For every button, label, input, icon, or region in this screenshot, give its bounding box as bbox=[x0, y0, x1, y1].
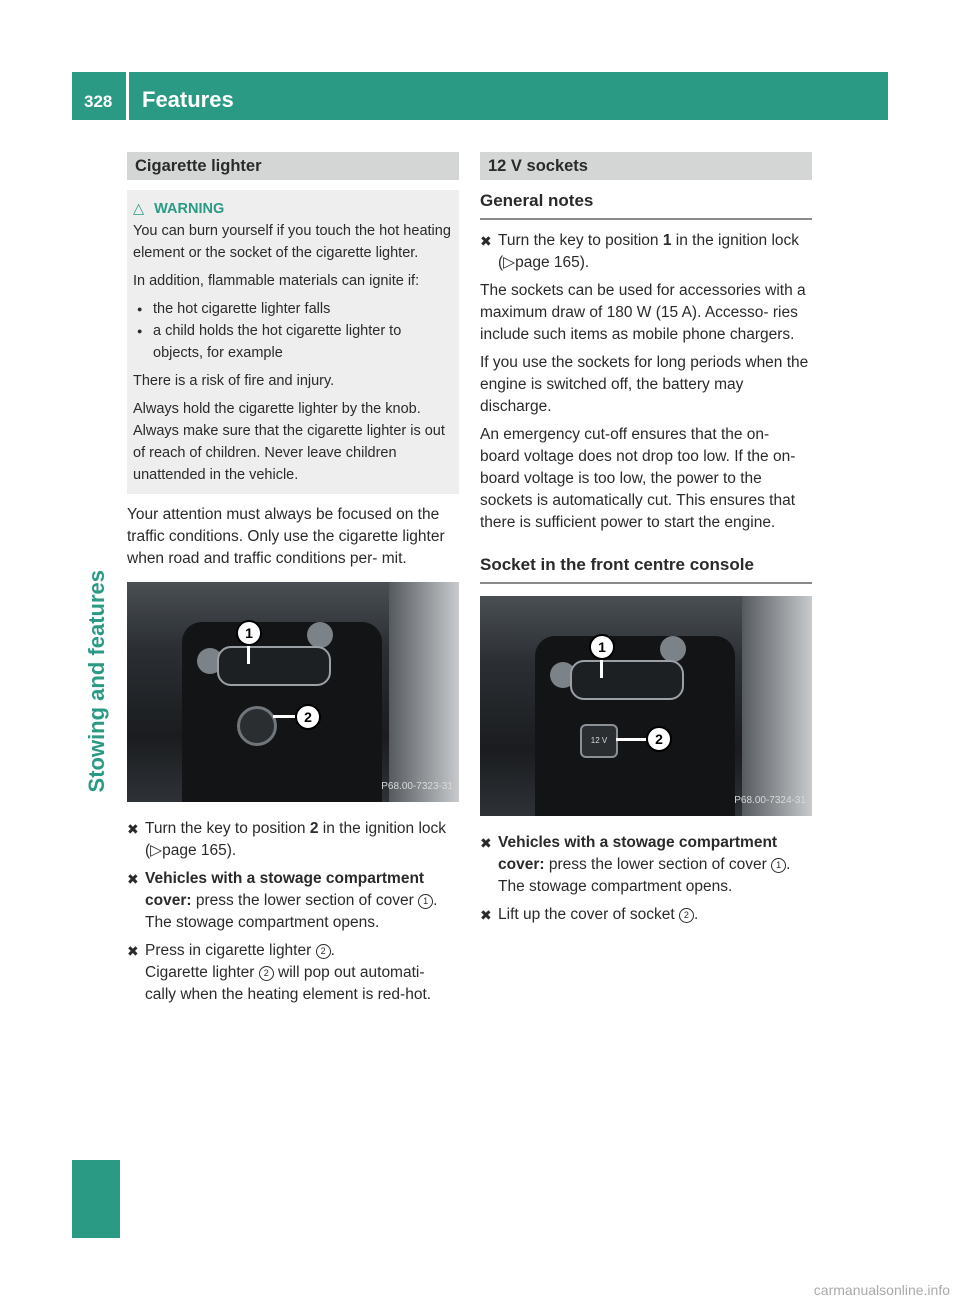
photo-knob bbox=[307, 622, 333, 648]
lighter-number: 2 bbox=[316, 944, 331, 959]
instruction-step: ✖ Vehicles with a stowage compartment cover: press the lower section of cover 1 . The stowage compartment opens. bbox=[480, 834, 791, 895]
console-photo-socket bbox=[480, 596, 812, 816]
warning-text: Always hold the cigarette lighter by the knob. Always make sure that the cigarette lighter is out of reach of children. Never leave children unattended in the vehicle. bbox=[133, 401, 445, 483]
instruction-step: ✖ Turn the key to position 1 in the ignition lock (▷page 165). bbox=[480, 232, 800, 271]
instruction-step: ✖ Lift up the cover of socket 2 . bbox=[480, 904, 812, 926]
page-ref-arrow-icon: ▷ bbox=[503, 254, 516, 271]
photo-code: P68.00-7324-31 bbox=[734, 795, 806, 806]
photo-stowage-cover bbox=[570, 660, 684, 700]
callout-line bbox=[247, 644, 250, 664]
section-title-12v-sockets: 12 V sockets bbox=[480, 152, 812, 180]
warning-triangle-icon: △ bbox=[133, 201, 145, 217]
warning-box bbox=[127, 190, 459, 494]
cover-number: 1 bbox=[771, 858, 786, 873]
page-number: 328 bbox=[84, 92, 113, 111]
sidebar-marker bbox=[72, 1160, 120, 1238]
lighter-number: 2 bbox=[259, 966, 274, 981]
photo-stowage-cover bbox=[217, 646, 331, 686]
warning-bullet: ● the hot cigarette lighter falls bbox=[133, 298, 453, 320]
photo-seat bbox=[389, 582, 459, 802]
step-arrow-icon: ✖ bbox=[480, 835, 492, 851]
body-paragraph: An emergency cut-off ensures that the on- board voltage does not drop too low. If the on- board voltage is too low, the power to the sockets is automatically cut. This ensures that there is sufficient power to start the engine. bbox=[480, 426, 796, 531]
subheading-front-console: Socket in the front centre console bbox=[480, 544, 812, 584]
callout-line bbox=[616, 738, 646, 741]
page-ref-arrow-icon: ▷ bbox=[150, 842, 163, 859]
step-arrow-icon: ✖ bbox=[480, 233, 492, 249]
right-column bbox=[480, 152, 812, 932]
photo-seat bbox=[742, 596, 812, 816]
photo-code: P68.00-7323-31 bbox=[381, 781, 453, 792]
callout-2: 2 bbox=[646, 726, 672, 752]
watermark: carmanualsonline.info bbox=[813, 1282, 950, 1298]
body-paragraph: The sockets can be used for accessories with a maximum draw of 180 W (15 A). Accesso- ries include such items as mobile phone chargers. bbox=[480, 282, 806, 343]
callout-line bbox=[273, 715, 295, 718]
sidebar-section-label: Stowing and features bbox=[84, 570, 109, 793]
left-column bbox=[127, 152, 459, 1012]
callout-2: 2 bbox=[295, 704, 321, 730]
chapter-title: Features bbox=[142, 87, 234, 112]
warning-label: WARNING bbox=[154, 201, 225, 217]
warning-heading bbox=[133, 198, 453, 220]
cover-number: 1 bbox=[418, 894, 433, 909]
warning-text: There is a risk of fire and injury. bbox=[133, 373, 335, 389]
callout-line bbox=[600, 658, 603, 678]
photo-12v-socket: 12 V bbox=[580, 724, 618, 758]
instruction-step: ✖ Press in cigarette lighter 2 . Cigarette lighter 2 will pop out automati- cally when the heating element is red-hot. bbox=[127, 942, 432, 1003]
subheading-general-notes: General notes bbox=[480, 180, 812, 220]
warning-bullet: ● a child holds the hot cigarette lighter to objects, for example bbox=[133, 320, 453, 364]
step-arrow-icon: ✖ bbox=[127, 871, 139, 887]
console-photo-lighter bbox=[127, 582, 459, 802]
body-paragraph: Your attention must always be focused on the traffic conditions. Only use the cigarette lighter when road and traffic conditions per- mit. bbox=[127, 506, 445, 567]
section-title-cigarette-lighter: Cigarette lighter bbox=[127, 152, 459, 180]
callout-1: 1 bbox=[589, 634, 615, 660]
header-divider bbox=[126, 72, 129, 120]
page-header bbox=[72, 72, 888, 120]
step-arrow-icon: ✖ bbox=[127, 821, 139, 837]
photo-knob bbox=[660, 636, 686, 662]
callout-1: 1 bbox=[236, 620, 262, 646]
socket-number: 2 bbox=[679, 908, 694, 923]
warning-text: In addition, flammable materials can ignite if: bbox=[133, 273, 420, 289]
body-paragraph: If you use the sockets for long periods when the engine is switched off, the battery may discharge. bbox=[480, 354, 809, 415]
instruction-step: ✖ Turn the key to position 2 in the ignition lock (▷page 165). bbox=[127, 820, 447, 859]
step-arrow-icon: ✖ bbox=[127, 943, 139, 959]
instruction-step: ✖ Vehicles with a stowage compartment cover: press the lower section of cover 1 . The stowage compartment opens. bbox=[127, 870, 438, 931]
photo-cigarette-lighter bbox=[237, 706, 277, 746]
warning-text: You can burn yourself if you touch the hot heating element or the socket of the cigarette lighter. bbox=[133, 223, 451, 261]
step-arrow-icon: ✖ bbox=[480, 907, 492, 923]
